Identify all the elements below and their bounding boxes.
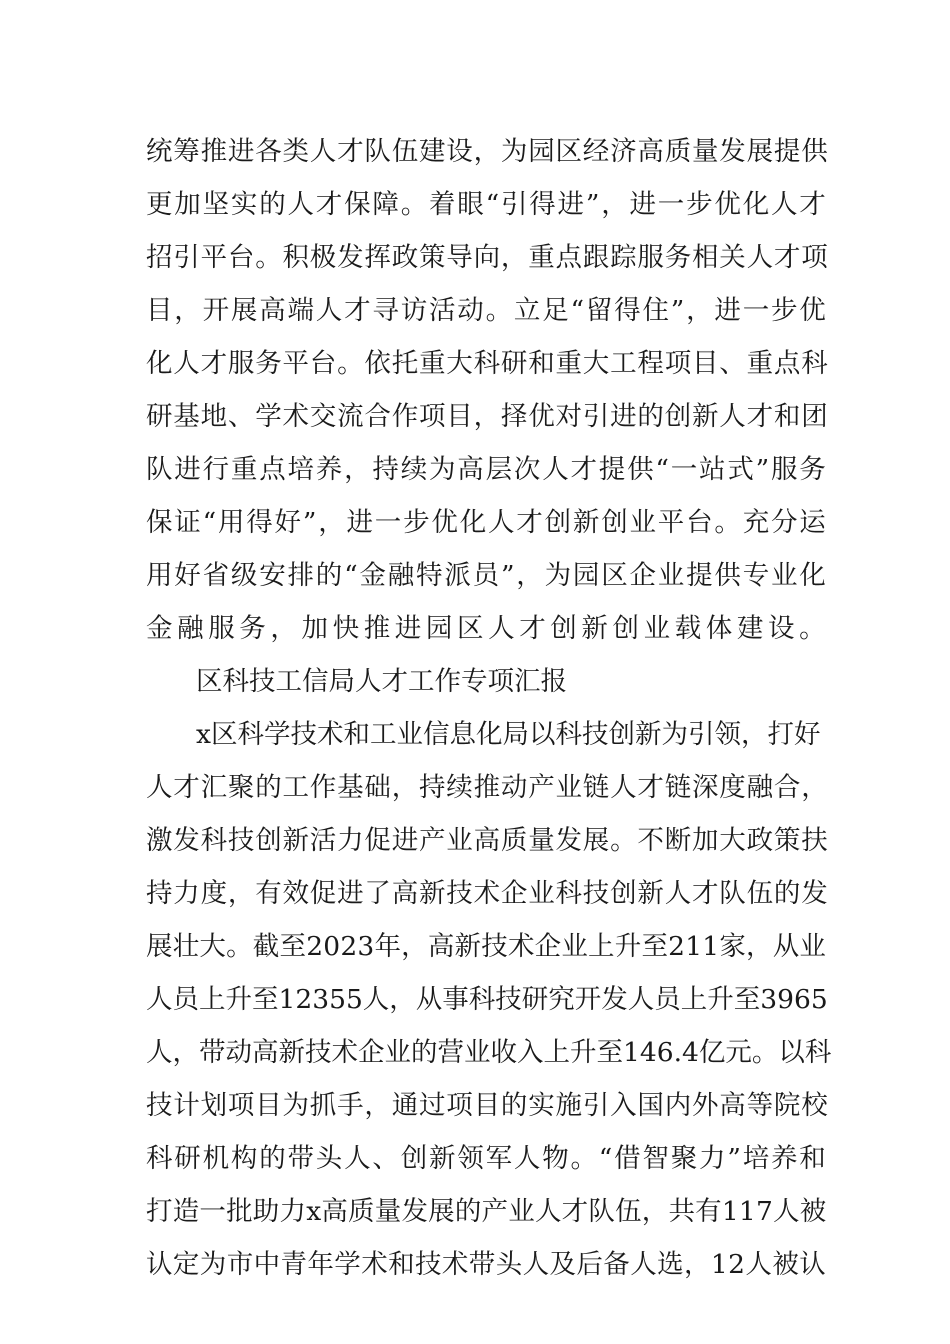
text-line: 技计划项目为抓手，通过项目的实施引入国内外高等院校 <box>146 1090 829 1121</box>
text-line: x区科学技术和工业信息化局以科技创新为引领，打好 <box>196 719 821 750</box>
text-line: 人才汇聚的工作基础，持续推动产业链人才链深度融合， <box>146 772 829 803</box>
text-line: 队进行重点培养，持续为高层次人才提供“一站式”服务 <box>146 454 828 485</box>
text-line: 化人才服务平台。依托重大科研和重大工程项目、重点科 <box>146 348 829 379</box>
section-heading: 区科技工信局人才工作专项汇报 <box>196 666 567 697</box>
text-line: 金融服务，加快推进园区人才创新创业载体建设。 <box>146 613 831 644</box>
text-line: 更加坚实的人才保障。着眼“引得进”，进一步优化人才 <box>146 189 828 220</box>
text-line: 持力度，有效促进了高新技术企业科技创新人才队伍的发 <box>146 878 829 909</box>
text-line: 保证“用得好”，进一步优化人才创新创业平台。充分运 <box>146 507 828 538</box>
text-line: 科研机构的带头人、创新领军人物。“借智聚力”培养和 <box>146 1143 828 1174</box>
text-line: 用好省级安排的“金融特派员”，为园区企业提供专业化 <box>146 560 828 591</box>
text-line: 招引平台。积极发挥政策导向，重点跟踪服务相关人才项 <box>146 242 829 273</box>
text-line: 人员上升至12355人，从事科技研究开发人员上升至3965 <box>146 984 828 1015</box>
text-line: 目，开展高端人才寻访活动。立足“留得住”，进一步优 <box>146 295 828 326</box>
text-line: 展壮大。截至2023年，高新技术企业上升至211家，从业 <box>146 931 827 962</box>
text-line: 打造一批助力x高质量发展的产业人才队伍，共有117人被 <box>146 1196 827 1227</box>
text-line: 激发科技创新活力促进产业高质量发展。不断加大政策扶 <box>146 825 829 856</box>
text-line: 统筹推进各类人才队伍建设，为园区经济高质量发展提供 <box>146 136 829 167</box>
text-line: 人，带动高新技术企业的营业收入上升至146.4亿元。以科 <box>146 1037 832 1068</box>
text-line: 研基地、学术交流合作项目，择优对引进的创新人才和团 <box>146 401 829 432</box>
text-line: 认定为市中青年学术和技术带头人及后备人选，12人被认 <box>146 1249 827 1280</box>
